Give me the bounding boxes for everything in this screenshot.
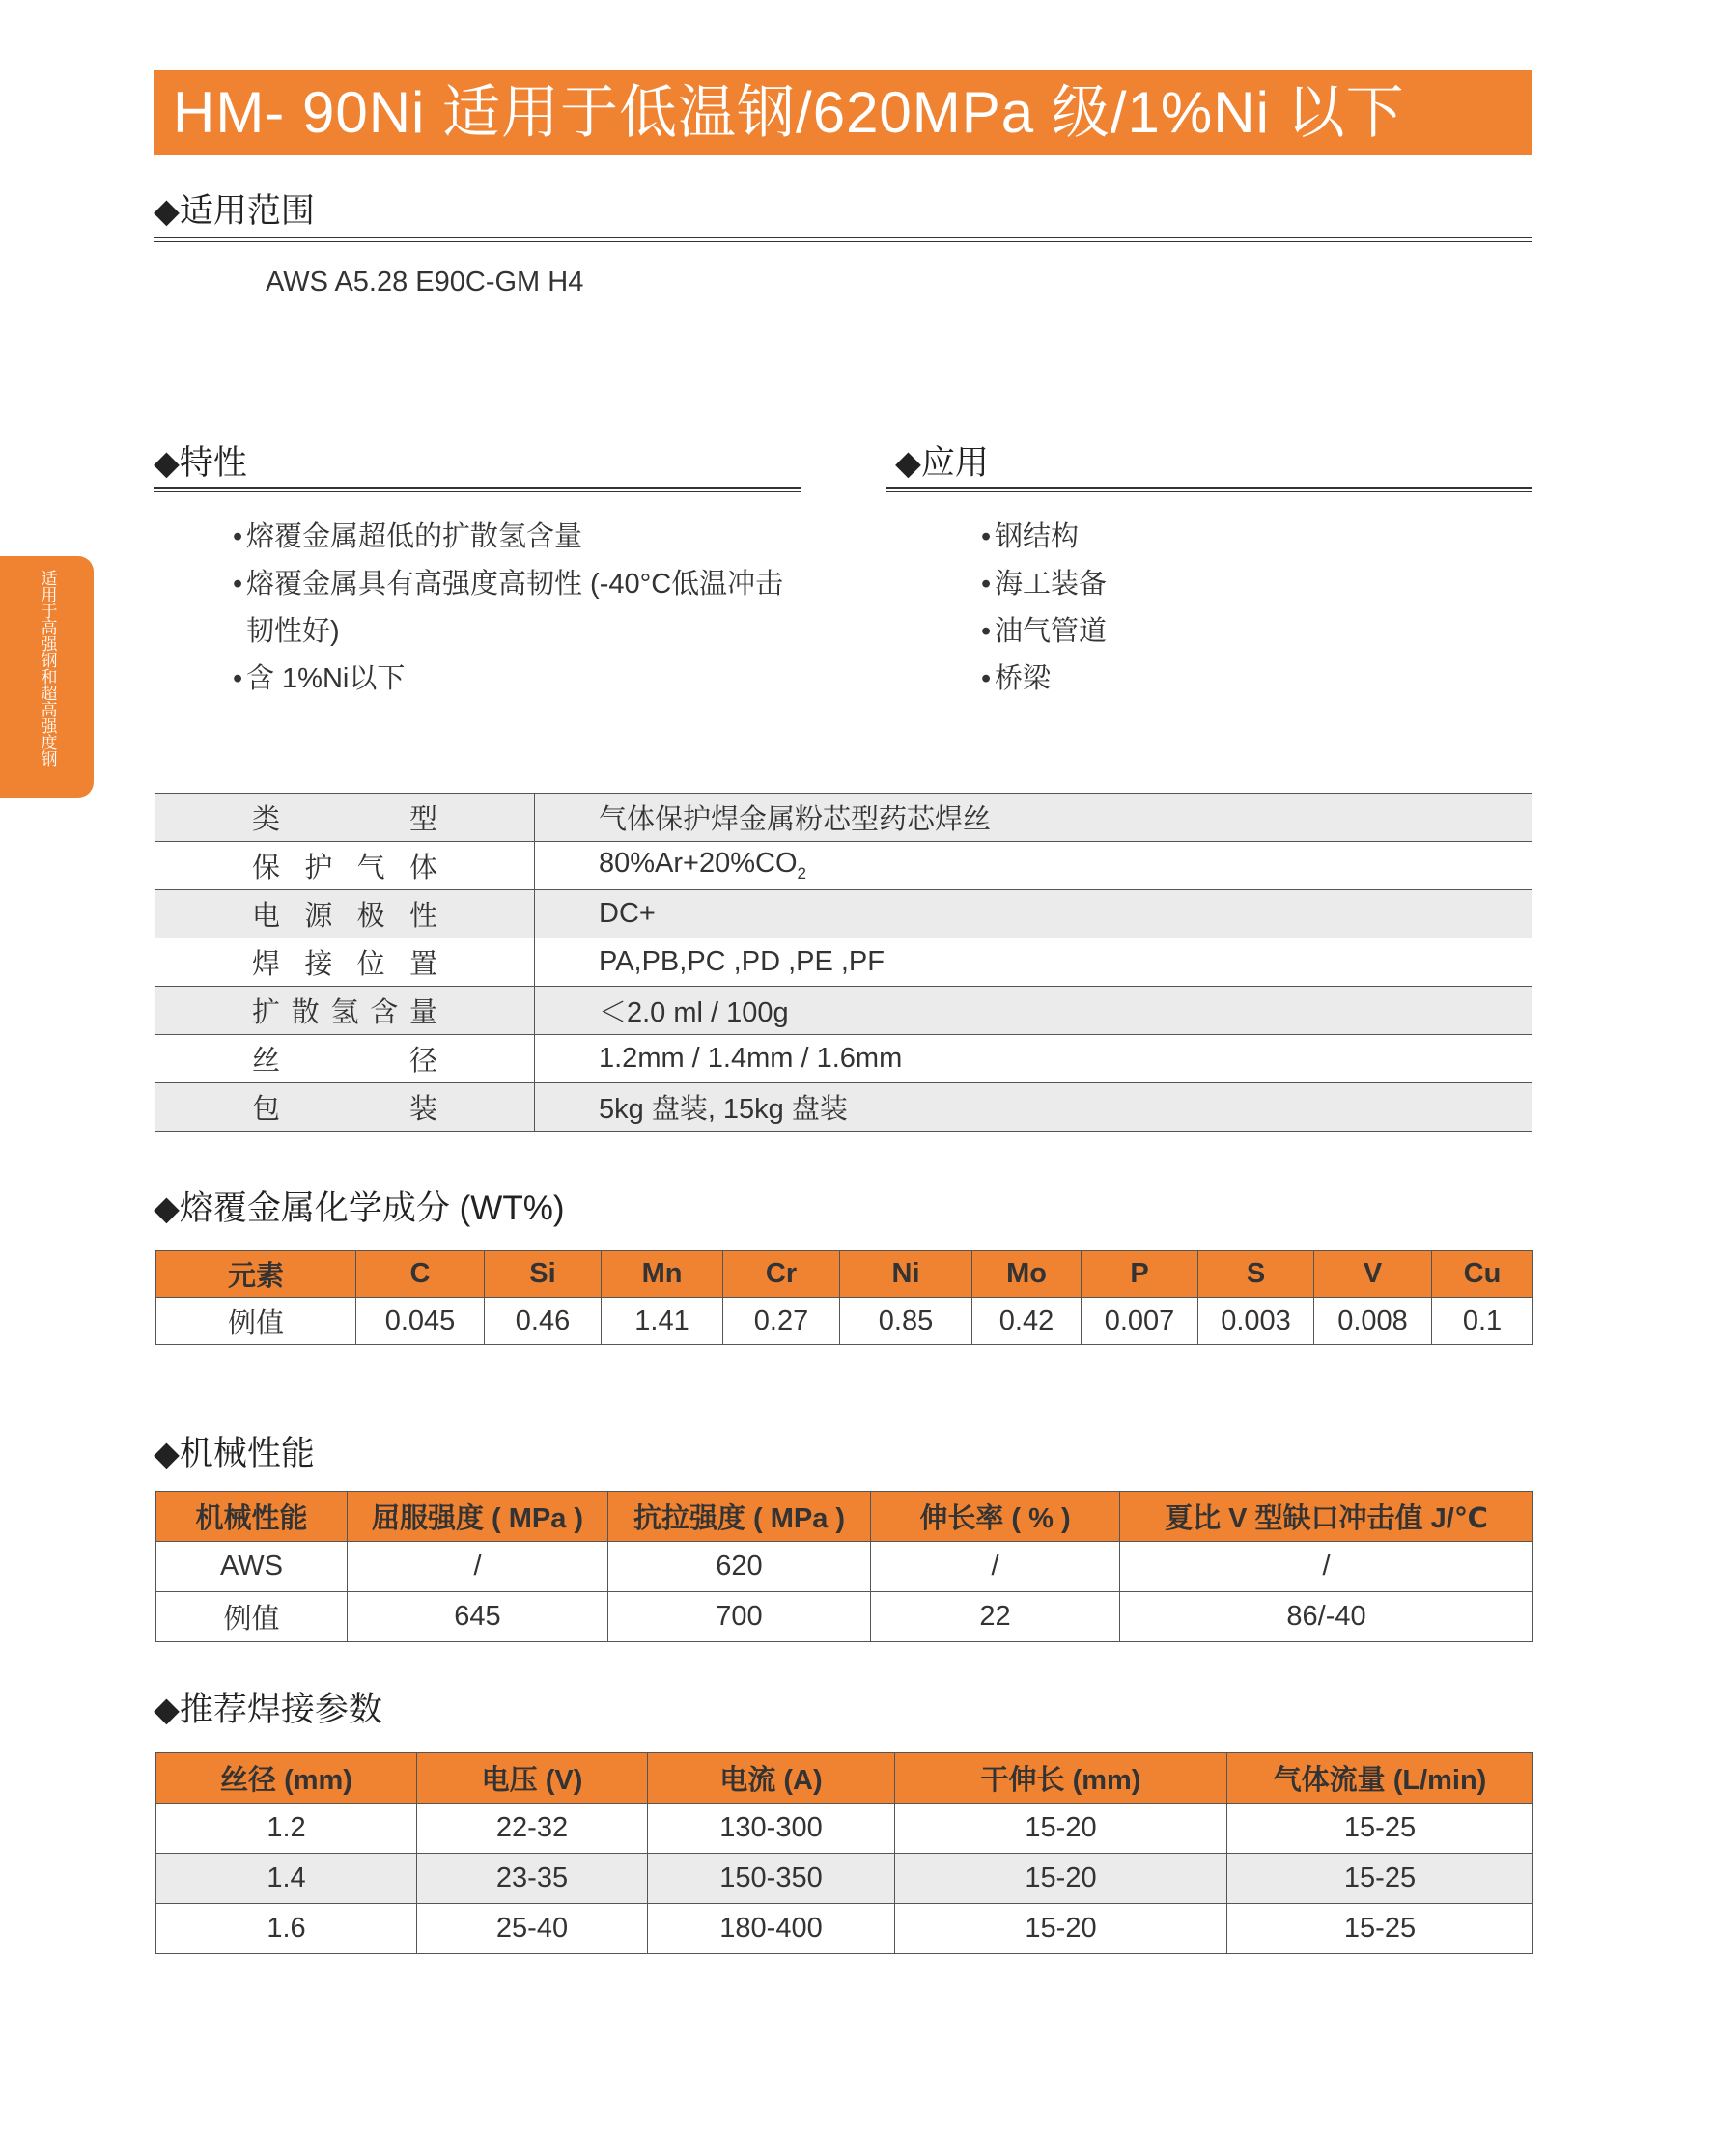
table-cell: 0.85 <box>840 1298 972 1345</box>
table-cell: 180-400 <box>648 1904 895 1954</box>
column-header: Cu <box>1432 1251 1533 1298</box>
spec-key: 丝径 <box>155 1035 535 1083</box>
spec-value: 1.2mm / 1.4mm / 1.6mm <box>535 1035 1532 1083</box>
list-item: • 熔覆金属超低的扩散氢含量 <box>233 514 793 561</box>
table-cell: 22 <box>871 1592 1120 1642</box>
table-cell: 130-300 <box>648 1804 895 1854</box>
list-item: • 含 1%Ni以下 <box>233 656 793 703</box>
table-cell: 0.1 <box>1432 1298 1533 1345</box>
table-row <box>156 1854 1533 1904</box>
table-cell: 15-25 <box>1227 1854 1533 1904</box>
table-header-row <box>156 1492 1533 1542</box>
table-cell: 1.2 <box>156 1804 417 1854</box>
table-cell: 620 <box>608 1542 871 1592</box>
table-row <box>155 890 1532 938</box>
scope-heading: ◆适用范围 <box>154 192 315 230</box>
spec-value: 气体保护焊金属粉芯型药芯焊丝 <box>535 794 1532 842</box>
column-header: V <box>1314 1251 1432 1298</box>
table-cell: 15-25 <box>1227 1804 1533 1854</box>
spec-key: 电源极性 <box>155 890 535 938</box>
applications-divider <box>886 487 1532 492</box>
table-cell: 1.41 <box>602 1298 723 1345</box>
table-row <box>155 842 1532 890</box>
table-cell: 例值 <box>156 1298 356 1345</box>
spec-key: 包装 <box>155 1083 535 1132</box>
list-item: • 桥梁 <box>981 656 1367 703</box>
table-cell: 0.46 <box>485 1298 602 1345</box>
table-row <box>156 1904 1533 1954</box>
table-cell: 例值 <box>156 1592 348 1642</box>
spec-value <box>535 842 1532 890</box>
table-cell: 0.008 <box>1314 1298 1432 1345</box>
table-cell: 25-40 <box>417 1904 648 1954</box>
table-cell: 0.27 <box>723 1298 840 1345</box>
table-cell: 22-32 <box>417 1804 648 1854</box>
spec-value-text: 80%Ar+20%CO <box>599 848 798 880</box>
column-header: 干伸长 (mm) <box>895 1753 1227 1804</box>
column-header: P <box>1082 1251 1198 1298</box>
table-cell: 150-350 <box>648 1854 895 1904</box>
applications-list <box>981 514 1367 703</box>
table-cell: 700 <box>608 1592 871 1642</box>
features-heading: ◆特性 <box>154 444 247 482</box>
spec-key: 扩散氢含量 <box>155 987 535 1035</box>
page-title: HM- 90Ni 适用于低温钢/620MPa 级/1%Ni 以下 <box>154 70 1532 155</box>
spec-value: PA,PB,PC ,PD ,PE ,PF <box>535 938 1532 987</box>
chemistry-heading: ◆熔覆金属化学成分 (WT%) <box>154 1190 565 1227</box>
column-header: Mo <box>972 1251 1082 1298</box>
table-cell: 15-20 <box>895 1904 1227 1954</box>
table-row <box>155 987 1532 1035</box>
chemistry-table <box>155 1250 1533 1345</box>
table-row <box>156 1542 1533 1592</box>
table-row <box>156 1592 1533 1642</box>
side-tab <box>0 556 94 798</box>
table-row <box>155 794 1532 842</box>
column-header: 抗拉强度 ( MPa ) <box>608 1492 871 1542</box>
column-header: 元素 <box>156 1251 356 1298</box>
table-cell: 23-35 <box>417 1854 648 1904</box>
mechanical-heading: ◆机械性能 <box>154 1435 315 1472</box>
table-row <box>156 1804 1533 1854</box>
mechanical-table <box>155 1491 1533 1642</box>
table-cell: 15-25 <box>1227 1904 1533 1954</box>
column-header: 夏比 V 型缺口冲击值 J/℃ <box>1120 1492 1533 1542</box>
scope-standard: AWS A5.28 E90C-GM H4 <box>266 266 584 297</box>
table-cell: / <box>1120 1542 1533 1592</box>
column-header: Ni <box>840 1251 972 1298</box>
column-header: S <box>1198 1251 1314 1298</box>
welding-heading: ◆推荐焊接参数 <box>154 1691 382 1728</box>
column-header: 机械性能 <box>156 1492 348 1542</box>
table-cell: 15-20 <box>895 1804 1227 1854</box>
welding-table <box>155 1752 1533 1954</box>
column-header: C <box>356 1251 485 1298</box>
table-cell: 0.007 <box>1082 1298 1198 1345</box>
table-row <box>155 1035 1532 1083</box>
features-divider <box>154 487 801 492</box>
applications-heading: ◆应用 <box>895 444 989 482</box>
table-row <box>156 1298 1533 1345</box>
features-list <box>233 514 793 703</box>
table-header-row <box>156 1251 1533 1298</box>
column-header: Cr <box>723 1251 840 1298</box>
table-row <box>155 1083 1532 1132</box>
spec-key: 焊接位置 <box>155 938 535 987</box>
spec-key: 保护气体 <box>155 842 535 890</box>
column-header: 屈服强度 ( MPa ) <box>348 1492 608 1542</box>
column-header: 电流 (A) <box>648 1753 895 1804</box>
table-cell: 645 <box>348 1592 608 1642</box>
spec-value-subscript: 2 <box>797 863 806 882</box>
table-cell: 0.003 <box>1198 1298 1314 1345</box>
column-header: 丝径 (mm) <box>156 1753 417 1804</box>
spec-value: DC+ <box>535 890 1532 938</box>
spec-table <box>155 793 1532 1132</box>
table-cell: 86/-40 <box>1120 1592 1533 1642</box>
list-item: • 海工装备 <box>981 561 1367 608</box>
column-header: 伸长率 ( % ) <box>871 1492 1120 1542</box>
table-cell: AWS <box>156 1542 348 1592</box>
spec-key: 类型 <box>155 794 535 842</box>
list-item: • 油气管道 <box>981 608 1367 656</box>
table-cell: 0.42 <box>972 1298 1082 1345</box>
scope-divider <box>154 237 1532 242</box>
spec-value: 5kg 盘装, 15kg 盘装 <box>535 1083 1532 1132</box>
column-header: 电压 (V) <box>417 1753 648 1804</box>
table-cell: / <box>871 1542 1120 1592</box>
table-row <box>155 938 1532 987</box>
column-header: Mn <box>602 1251 723 1298</box>
spec-value: ＜2.0 ml / 100g <box>535 987 1532 1035</box>
table-header-row <box>156 1753 1533 1804</box>
list-item: • 钢结构 <box>981 514 1367 561</box>
list-item: • 熔覆金属具有高强度高韧性 (-40°C低温冲击韧性好) <box>233 561 793 656</box>
table-cell: / <box>348 1542 608 1592</box>
table-cell: 1.4 <box>156 1854 417 1904</box>
column-header: Si <box>485 1251 602 1298</box>
table-cell: 15-20 <box>895 1854 1227 1904</box>
column-header: 气体流量 (L/min) <box>1227 1753 1533 1804</box>
table-cell: 1.6 <box>156 1904 417 1954</box>
side-tab-label: 适用于高强钢和超高强度钢 <box>38 570 57 767</box>
table-cell: 0.045 <box>356 1298 485 1345</box>
